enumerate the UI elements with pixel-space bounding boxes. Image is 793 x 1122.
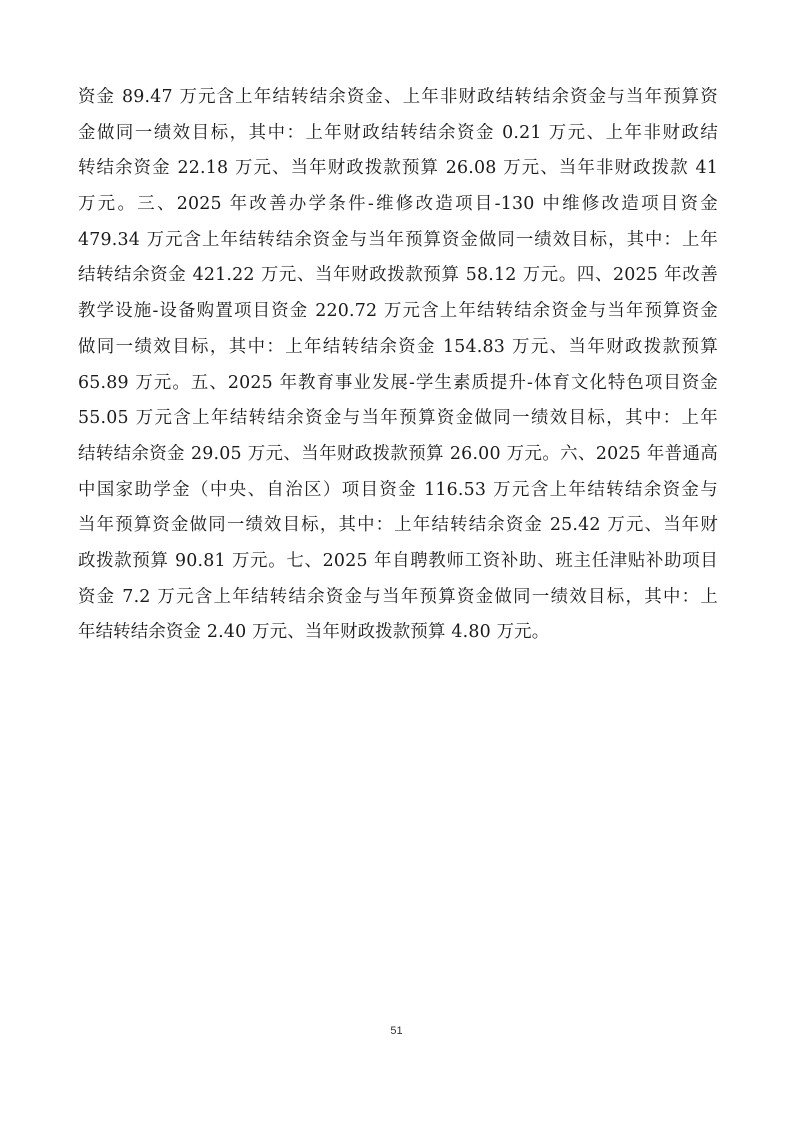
text-line: 资金 7.2 万元含上年结转结余资金与当年预算资金做同一绩效目标，其中：上 [78, 586, 718, 607]
text-line: 政拨款预算 90.81 万元。七、2025 年自聘教师工资补助、班主任津贴补助项目 [78, 550, 718, 571]
body-paragraph [78, 80, 718, 651]
text-line: 金做同一绩效目标，其中：上年财政结转结余资金 0.21 万元、上年非财政结 [78, 122, 718, 143]
text-line: 转结余资金 22.18 万元、当年财政拨款预算 26.08 万元、当年非财政拨款 41 [78, 158, 718, 179]
text-line: 资金 89.47 万元含上年结转结余资金、上年非财政结转结余资金与当年预算资 [78, 87, 718, 107]
text-line: 做同一绩效目标，其中：上年结转结余资金 154.83 万元、当年财政拨款预算 [78, 336, 718, 357]
text-line: 55.05 万元含上年结转结余资金与当年预算资金做同一绩效目标，其中：上年 [78, 408, 718, 429]
text-line: 结转结余资金 29.05 万元、当年财政拨款预算 26.00 万元。六、2025 年普通高 [78, 443, 718, 464]
text-line: 万元。三、2025 年改善办学条件-维修改造项目-130 中维修改造项目资金 [78, 194, 718, 215]
text-line: 当年预算资金做同一绩效目标，其中：上年结转结余资金 25.42 万元、当年财 [78, 515, 718, 536]
page-number: 51 [390, 1025, 403, 1037]
text-line: 结转结余资金 421.22 万元、当年财政拨款预算 58.12 万元。四、2025 年改善 [78, 265, 718, 286]
text-line: 年结转结余资金 2.40 万元、当年财政拨款预算 4.80 万元。 [78, 622, 550, 643]
text-line: 教学设施-设备购置项目资金 220.72 万元含上年结转结余资金与当年预算资金 [78, 301, 718, 322]
text-line: 中国家助学金（中央、自治区）项目资金 116.53 万元含上年结转结余资金与 [78, 479, 718, 500]
text-line: 65.89 万元。五、2025 年教育事业发展-学生素质提升-体育文化特色项目资金 [78, 372, 718, 393]
text-line: 479.34 万元含上年结转结余资金与当年预算资金做同一绩效目标，其中：上年 [78, 229, 718, 250]
